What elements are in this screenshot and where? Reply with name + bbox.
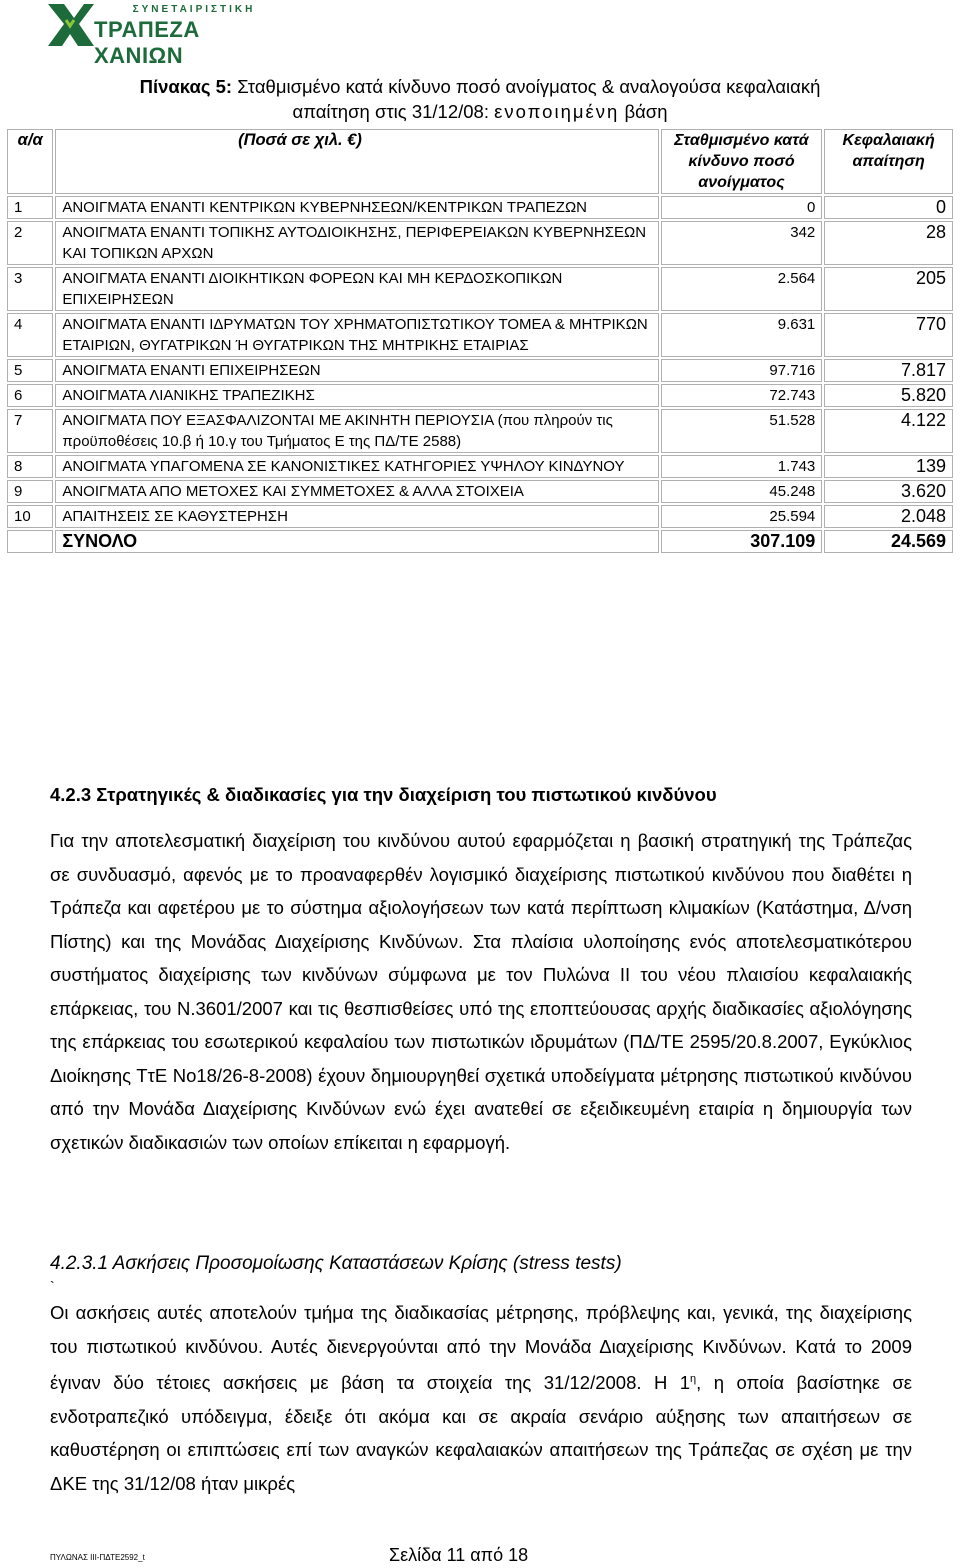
table-row bbox=[7, 267, 953, 311]
row-capital-value: 0 bbox=[824, 196, 953, 219]
caption-line-1 bbox=[0, 74, 960, 99]
table-row bbox=[7, 221, 953, 265]
header-num: α/α bbox=[7, 129, 53, 194]
table-row bbox=[7, 480, 953, 503]
table-row bbox=[7, 384, 953, 407]
row-rwa-value: 1.743 bbox=[661, 455, 823, 478]
row-capital-value: 4.122 bbox=[824, 409, 953, 453]
row-description: ΑΝΟΙΓΜΑΤΑ ΠΟΥ ΕΞΑΣΦΑΛΙΖΟΝΤΑΙ ΜΕ ΑΚΙΝΗΤΗ ΠΕΡΙΟΥΣΙΑ (που πληρούν τις προϋποθέσεις 10.β ή 10.γ του Τμήματος Ε της ΠΔ/ΤΕ 2588) bbox=[55, 409, 658, 453]
row-rwa-value: 45.248 bbox=[661, 480, 823, 503]
logo-wordmark bbox=[94, 4, 294, 69]
row-rwa-value: 342 bbox=[661, 221, 823, 265]
table-header-row bbox=[7, 129, 953, 194]
table-body bbox=[7, 196, 953, 553]
table-row bbox=[7, 455, 953, 478]
row-capital-value: 205 bbox=[824, 267, 953, 311]
footer-doc-id: ΠΥΛΩΝΑΣ ΙΙΙ-ΠΔΤΕ2592_t bbox=[50, 1553, 145, 1562]
table-row bbox=[7, 359, 953, 382]
caption-line2-end: βάση bbox=[619, 101, 668, 122]
table-row bbox=[7, 196, 953, 219]
caption-line2-spaced: ενοποιημένη bbox=[494, 101, 620, 122]
row-description: ΑΝΟΙΓΜΑΤΑ ΕΝΑΝΤΙ ΕΠΙΧΕΙΡΗΣΕΩΝ bbox=[55, 359, 658, 382]
row-capital-value: 139 bbox=[824, 455, 953, 478]
row-description: ΑΝΟΙΓΜΑΤΑ ΕΝΑΝΤΙ ΙΔΡΥΜΑΤΩΝ ΤΟΥ ΧΡΗΜΑΤΟΠΙΣΤΩΤΙΚΟΥ ΤΟΜΕΑ & ΜΗΤΡΙΚΩΝ ΕΤΑΙΡΙΩΝ, ΘΥΓΑΤΡΙΚΩΝ Ή ΘΥΓΑΤΡΙΚΩΝ ΤΗΣ ΜΗΤΡΙΚΗΣ ΕΤΑΙΡΙΑΣ bbox=[55, 313, 658, 357]
header-rwa: Σταθμισμένο κατά κίνδυνο ποσό ανοίγματος bbox=[661, 129, 823, 194]
logo-supertitle: ΣΥΝΕΤΑΙΡΙΣΤΙΚΗ bbox=[132, 4, 256, 15]
row-num: 7 bbox=[7, 409, 53, 453]
row-capital-value: 7.817 bbox=[824, 359, 953, 382]
row-capital-value: 28 bbox=[824, 221, 953, 265]
row-rwa-value: 9.631 bbox=[661, 313, 823, 357]
table-row bbox=[7, 409, 953, 453]
total-capital-value: 24.569 bbox=[824, 530, 953, 553]
row-description: ΑΝΟΙΓΜΑΤΑ ΥΠΑΓΟΜΕΝΑ ΣΕ ΚΑΝΟΝΙΣΤΙΚΕΣ ΚΑΤΗΓΟΡΙΕΣ ΥΨΗΛΟΥ ΚΙΝΔΥΝΟΥ bbox=[55, 455, 658, 478]
row-description: ΑΝΟΙΓΜΑΤΑ ΑΠΟ ΜΕΤΟΧΕΣ ΚΑΙ ΣΥΜΜΕΤΟΧΕΣ & ΑΛΛΑ ΣΤΟΙΧΕΙΑ bbox=[55, 480, 658, 503]
section-paragraph: Για την αποτελεσματική διαχείριση του κινδύνου αυτού εφαρμόζεται η βασική στρατηγική της Τράπεζας σε συνδυασμό, αφενός με το προαναφερθέν λογισμικό διαχείρισης πιστωτικού κινδύνου που διαθέτει η Τράπεζα και αφετέρου με το σύστημα αξιολογήσεων των κατά περίπτωση κλιμακίων (Κατάστημα, Δ/νση Πίστης) και της Μονάδας Διαχείρισης Κινδύνων. Στα πλαίσια υλοποίησης ενός αποτελεσματικότερου συστήματος διαχείρισης των κινδύνων σύμφωνα με τον Πυλώνα ΙΙ του νέου πλαισίου κεφαλαιακής επάρκειας, του Ν.3601/2007 και τις θεσπισθείσες υπό της εποπτεύουσας αρχής διαδικασίες αξιολόγησης της επάρκειας του εσωτερικού κεφαλαίου των πιστωτικών ιδρυμάτων (ΠΔ/ΤΕ 2595/20.8.2007, Εγκύκλιος Διοίκησης ΤτΕ Νο18/26-8-2008) έχουν δημιουργηθεί σχετικά υποδείγματα μέτρησης πιστωτικού κινδύνου από την Μονάδα Διαχείρισης Κινδύνων ενώ έχει ανατεθεί σε εξειδικευμένη εταιρία η δημιουργία των σχετικών διαδικασιών των οποίων επίκειται η εφαρμογή. bbox=[50, 830, 912, 1153]
ordinal-superscript: η bbox=[690, 1373, 697, 1385]
header-desc: (Ποσά σε χιλ. €) bbox=[55, 129, 658, 194]
caption-line2-text: απαίτηση στις 31/12/08: bbox=[292, 101, 495, 122]
table-row bbox=[7, 505, 953, 528]
row-capital-value: 2.048 bbox=[824, 505, 953, 528]
row-num: 1 bbox=[7, 196, 53, 219]
logo-title: ΤΡΑΠΕΖΑ ΧΑΝΙΩΝ bbox=[94, 17, 200, 68]
footer-page-number: Σελίδα 11 από 18 bbox=[389, 1545, 529, 1565]
row-capital-value: 3.620 bbox=[824, 480, 953, 503]
subsection-paragraph bbox=[50, 1296, 912, 1500]
subsection-title: 4.2.3.1 Ασκήσεις Προσομοίωσης Καταστάσεων Κρίσης (stress tests) bbox=[50, 1253, 622, 1274]
row-rwa-value: 25.594 bbox=[661, 505, 823, 528]
subsection-paragraph-b: , η οποία βασίστηκε σε ενδοτραπεζικό υπόδειγμα, έδειξε ότι ακόμα και σε ακραία σενάριο αύξησης των απαιτήσεων σε καθυστέρηση οι επιπτώσεις επί των αναγκών κεφαλαιακών απαιτήσεων της Τράπεζας σε σχέση με την ΔΚΕ της 31/12/08 ήταν μικρές bbox=[50, 1372, 912, 1494]
total-rwa-value: 307.109 bbox=[661, 530, 823, 553]
table-row bbox=[7, 313, 953, 357]
row-rwa-value: 51.528 bbox=[661, 409, 823, 453]
caption-line-2 bbox=[0, 99, 960, 124]
risk-weighted-exposure-table bbox=[5, 127, 955, 555]
row-num: 3 bbox=[7, 267, 53, 311]
row-num: 5 bbox=[7, 359, 53, 382]
row-description: ΑΝΟΙΓΜΑΤΑ ΕΝΑΝΤΙ ΚΕΝΤΡΙΚΩΝ ΚΥΒΕΡΝΗΣΕΩΝ/ΚΕΝΤΡΙΚΩΝ ΤΡΑΠΕΖΩΝ bbox=[55, 196, 658, 219]
caption-label: Πίνακας 5: bbox=[139, 76, 233, 97]
row-capital-value: 5.820 bbox=[824, 384, 953, 407]
row-num: 4 bbox=[7, 313, 53, 357]
section-title: 4.2.3 Στρατηγικές & διαδικασίες για την διαχείριση του πιστωτικού κινδύνου bbox=[50, 784, 717, 805]
row-rwa-value: 97.716 bbox=[661, 359, 823, 382]
header-capital: Κεφαλαιακή απαίτηση bbox=[824, 129, 953, 194]
row-capital-value: 770 bbox=[824, 313, 953, 357]
row-num: 2 bbox=[7, 221, 53, 265]
row-rwa-value: 72.743 bbox=[661, 384, 823, 407]
table-caption bbox=[0, 74, 960, 124]
row-num: 8 bbox=[7, 455, 53, 478]
logo-x-mark-icon bbox=[44, 2, 96, 48]
row-rwa-value: 2.564 bbox=[661, 267, 823, 311]
total-empty bbox=[7, 530, 53, 553]
row-num: 10 bbox=[7, 505, 53, 528]
table-total-row bbox=[7, 530, 953, 553]
row-description: ΑΝΟΙΓΜΑΤΑ ΕΝΑΝΤΙ ΤΟΠΙΚΗΣ ΑΥΤΟΔΙΟΙΚΗΣΗΣ, ΠΕΡΙΦΕΡΕΙΑΚΩΝ ΚΥΒΕΡΝΗΣΕΩΝ ΚΑΙ ΤΟΠΙΚΩΝ ΑΡΧΩΝ bbox=[55, 221, 658, 265]
bank-logo bbox=[40, 2, 280, 68]
subsection-paragraph-a: Οι ασκήσεις αυτές αποτελούν τμήμα της διαδικασίας μέτρησης, πρόβλεψης και, γενικά, της διαχείρισης του πιστωτικού κινδύνου. Αυτές διενεργούνται από την Μονάδα Διαχείρισης Κινδύνων. Κατά το 2009 έγιναν δύο τέτοιες ασκήσεις με βάση τα στοιχεία της 31/12/2008. Η 1 bbox=[50, 1302, 912, 1394]
stray-mark: ` bbox=[50, 1278, 55, 1294]
row-rwa-value: 0 bbox=[661, 196, 823, 219]
row-description: ΑΝΟΙΓΜΑΤΑ ΛΙΑΝΙΚΗΣ ΤΡΑΠΕΖΙΚΗΣ bbox=[55, 384, 658, 407]
row-num: 9 bbox=[7, 480, 53, 503]
caption-text: Σταθμισμένο κατά κίνδυνο ποσό ανοίγματος & αναλογούσα κεφαλαιακή bbox=[232, 76, 821, 97]
total-label: ΣΥΝΟΛΟ bbox=[55, 530, 658, 553]
row-num: 6 bbox=[7, 384, 53, 407]
row-description: ΑΠΑΙΤΗΣΕΙΣ ΣΕ ΚΑΘΥΣΤΕΡΗΣΗ bbox=[55, 505, 658, 528]
row-description: ΑΝΟΙΓΜΑΤΑ ΕΝΑΝΤΙ ΔΙΟΙΚΗΤΙΚΩΝ ΦΟΡΕΩΝ ΚΑΙ ΜΗ ΚΕΡΔΟΣΚΟΠΙΚΩΝ ΕΠΙΧΕΙΡΗΣΕΩΝ bbox=[55, 267, 658, 311]
